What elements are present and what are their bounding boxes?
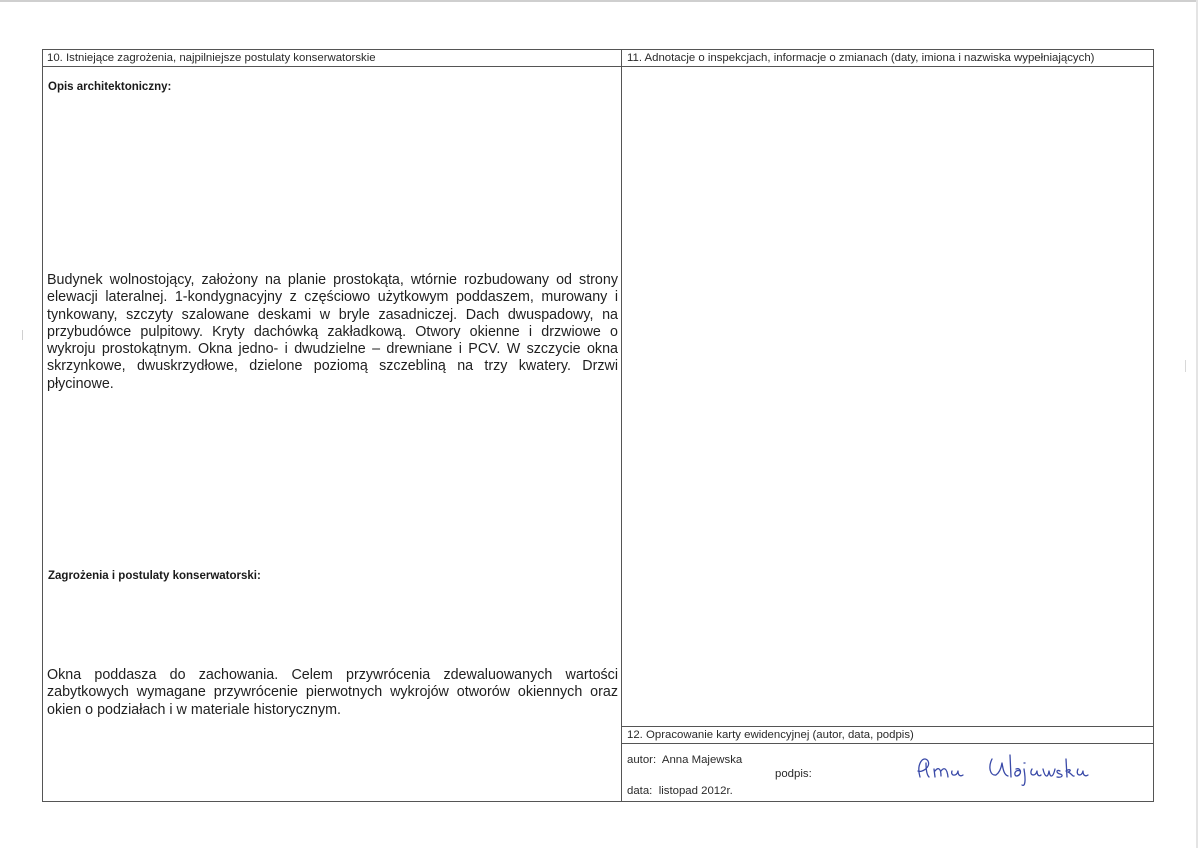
record-card-form — [42, 49, 1154, 802]
signature-label: podpis: — [775, 768, 812, 780]
date-row — [627, 785, 733, 797]
date-label: data: — [627, 785, 653, 797]
scan-mark — [22, 330, 23, 340]
threats-heading: Zagrożenia i postulaty konserwatorski: — [48, 570, 261, 582]
section-12 — [622, 726, 1153, 802]
handwritten-signature — [910, 749, 1090, 789]
author-value: Anna Majewska — [661, 754, 743, 766]
section-11-header: 11. Adnotacje o inspekcjach, informacje o zmianach (daty, imiona i nazwiska wypełniających) — [627, 52, 1095, 64]
threats-text: Okna poddasza do zachowania. Celem przywrócenia zdewaluowanych wartości zabytkowych wymagane przywrócenie pierwotnych wykrojów otworów okiennych oraz okien o podziałach i w materiale historycznym. — [47, 667, 618, 718]
date-value: listopad 2012r. — [658, 785, 733, 797]
section-10-header: 10. Istniejące zagrożenia, najpilniejsze postulaty konserwatorskie — [47, 52, 376, 64]
divider — [622, 743, 1153, 744]
section-10 — [43, 50, 622, 801]
scan-edge — [0, 0, 1198, 2]
divider — [43, 66, 621, 67]
scan-mark — [1185, 360, 1186, 372]
section-11 — [622, 50, 1153, 801]
divider — [622, 66, 1153, 67]
author-row — [627, 754, 742, 766]
section-12-header: 12. Opracowanie karty ewidencyjnej (autor, data, podpis) — [627, 729, 914, 741]
architectural-description-heading: Opis architektoniczny: — [48, 81, 172, 93]
author-label: autor: — [627, 754, 657, 766]
architectural-description-text: Budynek wolnostojący, założony na planie prostokąta, wtórnie rozbudowany od strony elewacji lateralnej. 1-kondygnacyjny z częściowo użytkowym poddaszem, murowany i tynkowany, szczyty szalowane deskami w bryle zasadniczej. Dach dwuspadowy, na przybudówce pulpitowy. Kryty dachówką zakładkową. Otwory okienne i drzwiowe o wykroju prostokątnym. Okna jedno- i dwudzielne – drewniane i PCV. W szczycie okna skrzynkowe, dwuskrzydłowe, dzielone poziomą szczebliną na trzy kwatery. Drzwi płycinowe. — [47, 272, 618, 392]
